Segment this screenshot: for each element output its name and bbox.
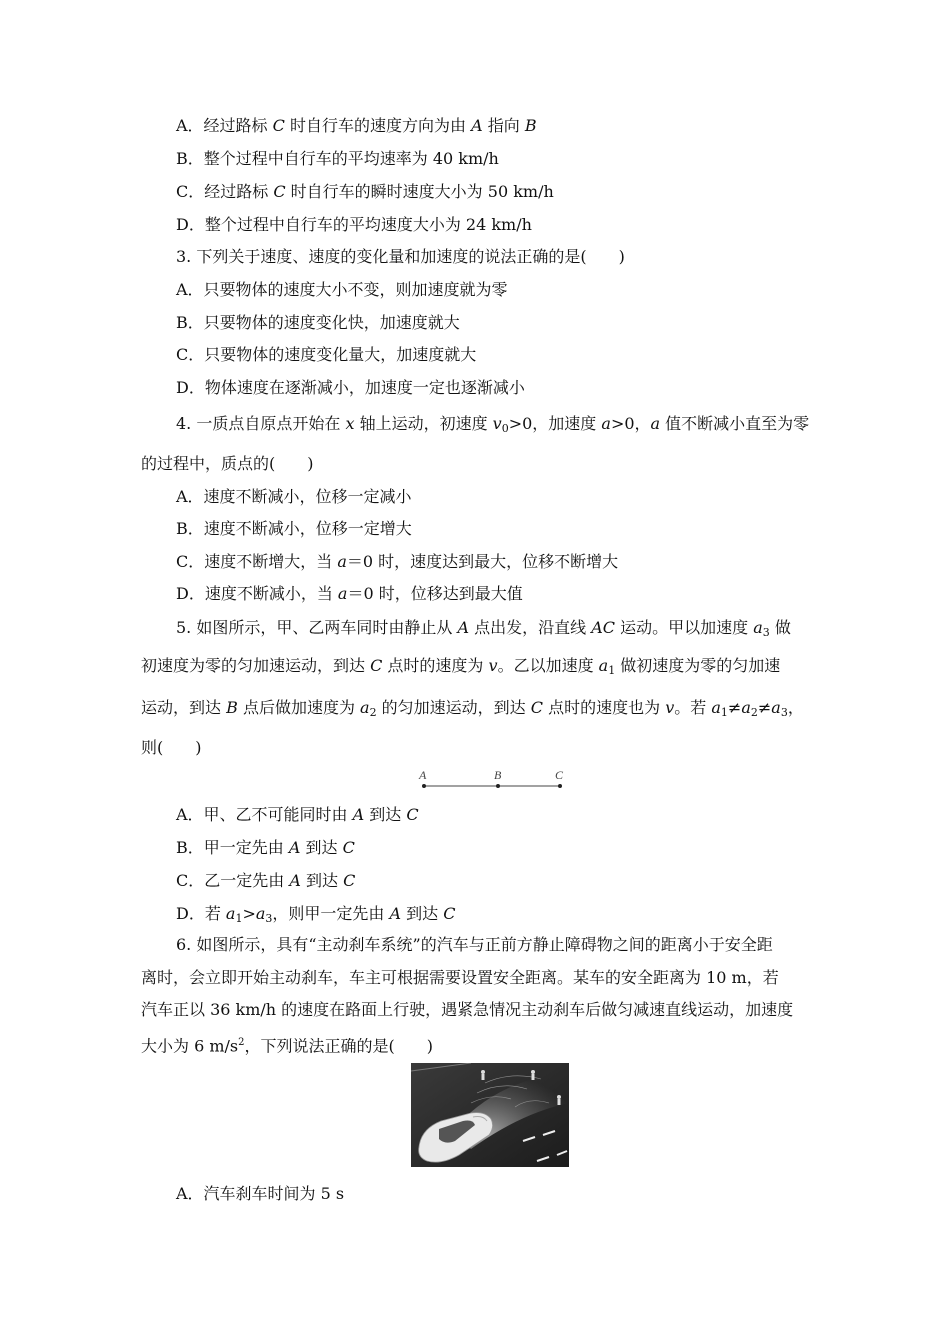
q3-stem: 3. 下列关于速度、速度的变化量和加速度的说法正确的是( )	[176, 247, 625, 266]
q4-option-b: B．速度不断减小，位移一定增大	[176, 519, 412, 538]
q3-option-b: B．只要物体的速度变化快，加速度就大	[176, 313, 460, 332]
q6-car-photo	[411, 1063, 569, 1167]
label-c: C	[555, 768, 564, 782]
point-b	[496, 784, 500, 788]
q4-stem-line2: 的过程中，质点的( )	[141, 454, 314, 473]
q5-option-a: A．甲、乙不可能同时由 A 到达 C	[176, 805, 419, 824]
q3-option-d: D．物体速度在逐渐减小，加速度一定也逐渐减小	[176, 378, 525, 397]
q6-option-a: A．汽车刹车时间为 5 s	[176, 1184, 345, 1203]
q2-option-a: A．经过路标 C 时自行车的速度方向为由 A 指向 B	[176, 116, 537, 135]
q5-stem-line1: 5. 如图所示，甲、乙两车同时由静止从 A 点出发，沿直线 AC 运动。甲以加速度 $a_3$ 做	[176, 618, 791, 639]
q2-option-b: B．整个过程中自行车的平均速率为 40 km/h	[176, 149, 499, 168]
q6-stem-line2: 离时，会立即开始主动刹车，车主可根据需要设置安全距离。某车的安全距离为 10 m，若	[141, 968, 779, 987]
label-a: A	[419, 768, 427, 782]
q6-stem-line1: 6. 如图所示，具有“主动刹车系统”的汽车与正前方静止障碍物之间的距离小于安全距	[176, 935, 773, 954]
q5-option-b: B．甲一定先由 A 到达 C	[176, 838, 355, 857]
point-c	[558, 784, 562, 788]
q3-option-c: C．只要物体的速度变化量大，加速度就大	[176, 345, 477, 364]
q2-option-c: C．经过路标 C 时自行车的瞬时速度大小为 50 km/h	[176, 182, 554, 201]
q4-option-c: C．速度不断增大，当 a＝0 时，速度达到最大，位移不断增大	[176, 552, 619, 571]
q5-stem-line4: 则( )	[141, 738, 202, 757]
label-b: B	[494, 768, 502, 782]
q5-stem-line3: 运动，到达 B 点后做加速度为 $a_2$ 的匀加速运动，到达 C 点时的速度也为 v。若 $a_1\ne a_2\ne a_3$，	[141, 698, 804, 719]
q6-stem-line3: 汽车正以 36 km/h 的速度在路面上行驶，遇紧急情况主动刹车后做匀减速直线运动，加速度	[141, 1000, 794, 1019]
q5-option-d: D．若 $a_1>a_3$，则甲一定先由 A 到达 C	[176, 904, 456, 925]
q4-stem-line1: 4. 一质点自原点开始在 x 轴上运动，初速度 $v_0>0$，加速度 a>0，a 值不断减小直至为零	[176, 414, 810, 435]
q4-option-a: A．速度不断减小，位移一定减小	[176, 487, 412, 506]
q3-option-a: A．只要物体的速度大小不变，则加速度就为零	[176, 280, 508, 299]
q5-option-c: C．乙一定先由 A 到达 C	[176, 871, 356, 890]
q5-stem-line2: 初速度为零的匀加速运动，到达 C 点时的速度为 v。乙以加速度 $a_1$ 做初速度为零的匀加速	[141, 656, 781, 677]
q2-option-d: D．整个过程中自行车的平均速度大小为 24 km/h	[176, 215, 532, 234]
point-a	[422, 784, 426, 788]
q6-stem-line4: 大小为 6 $m/s^2$，下列说法正确的是( )	[141, 1036, 434, 1056]
q5-line-figure	[412, 766, 572, 794]
q4-option-d: D．速度不断减小，当 a＝0 时，位移达到最大值	[176, 584, 523, 603]
